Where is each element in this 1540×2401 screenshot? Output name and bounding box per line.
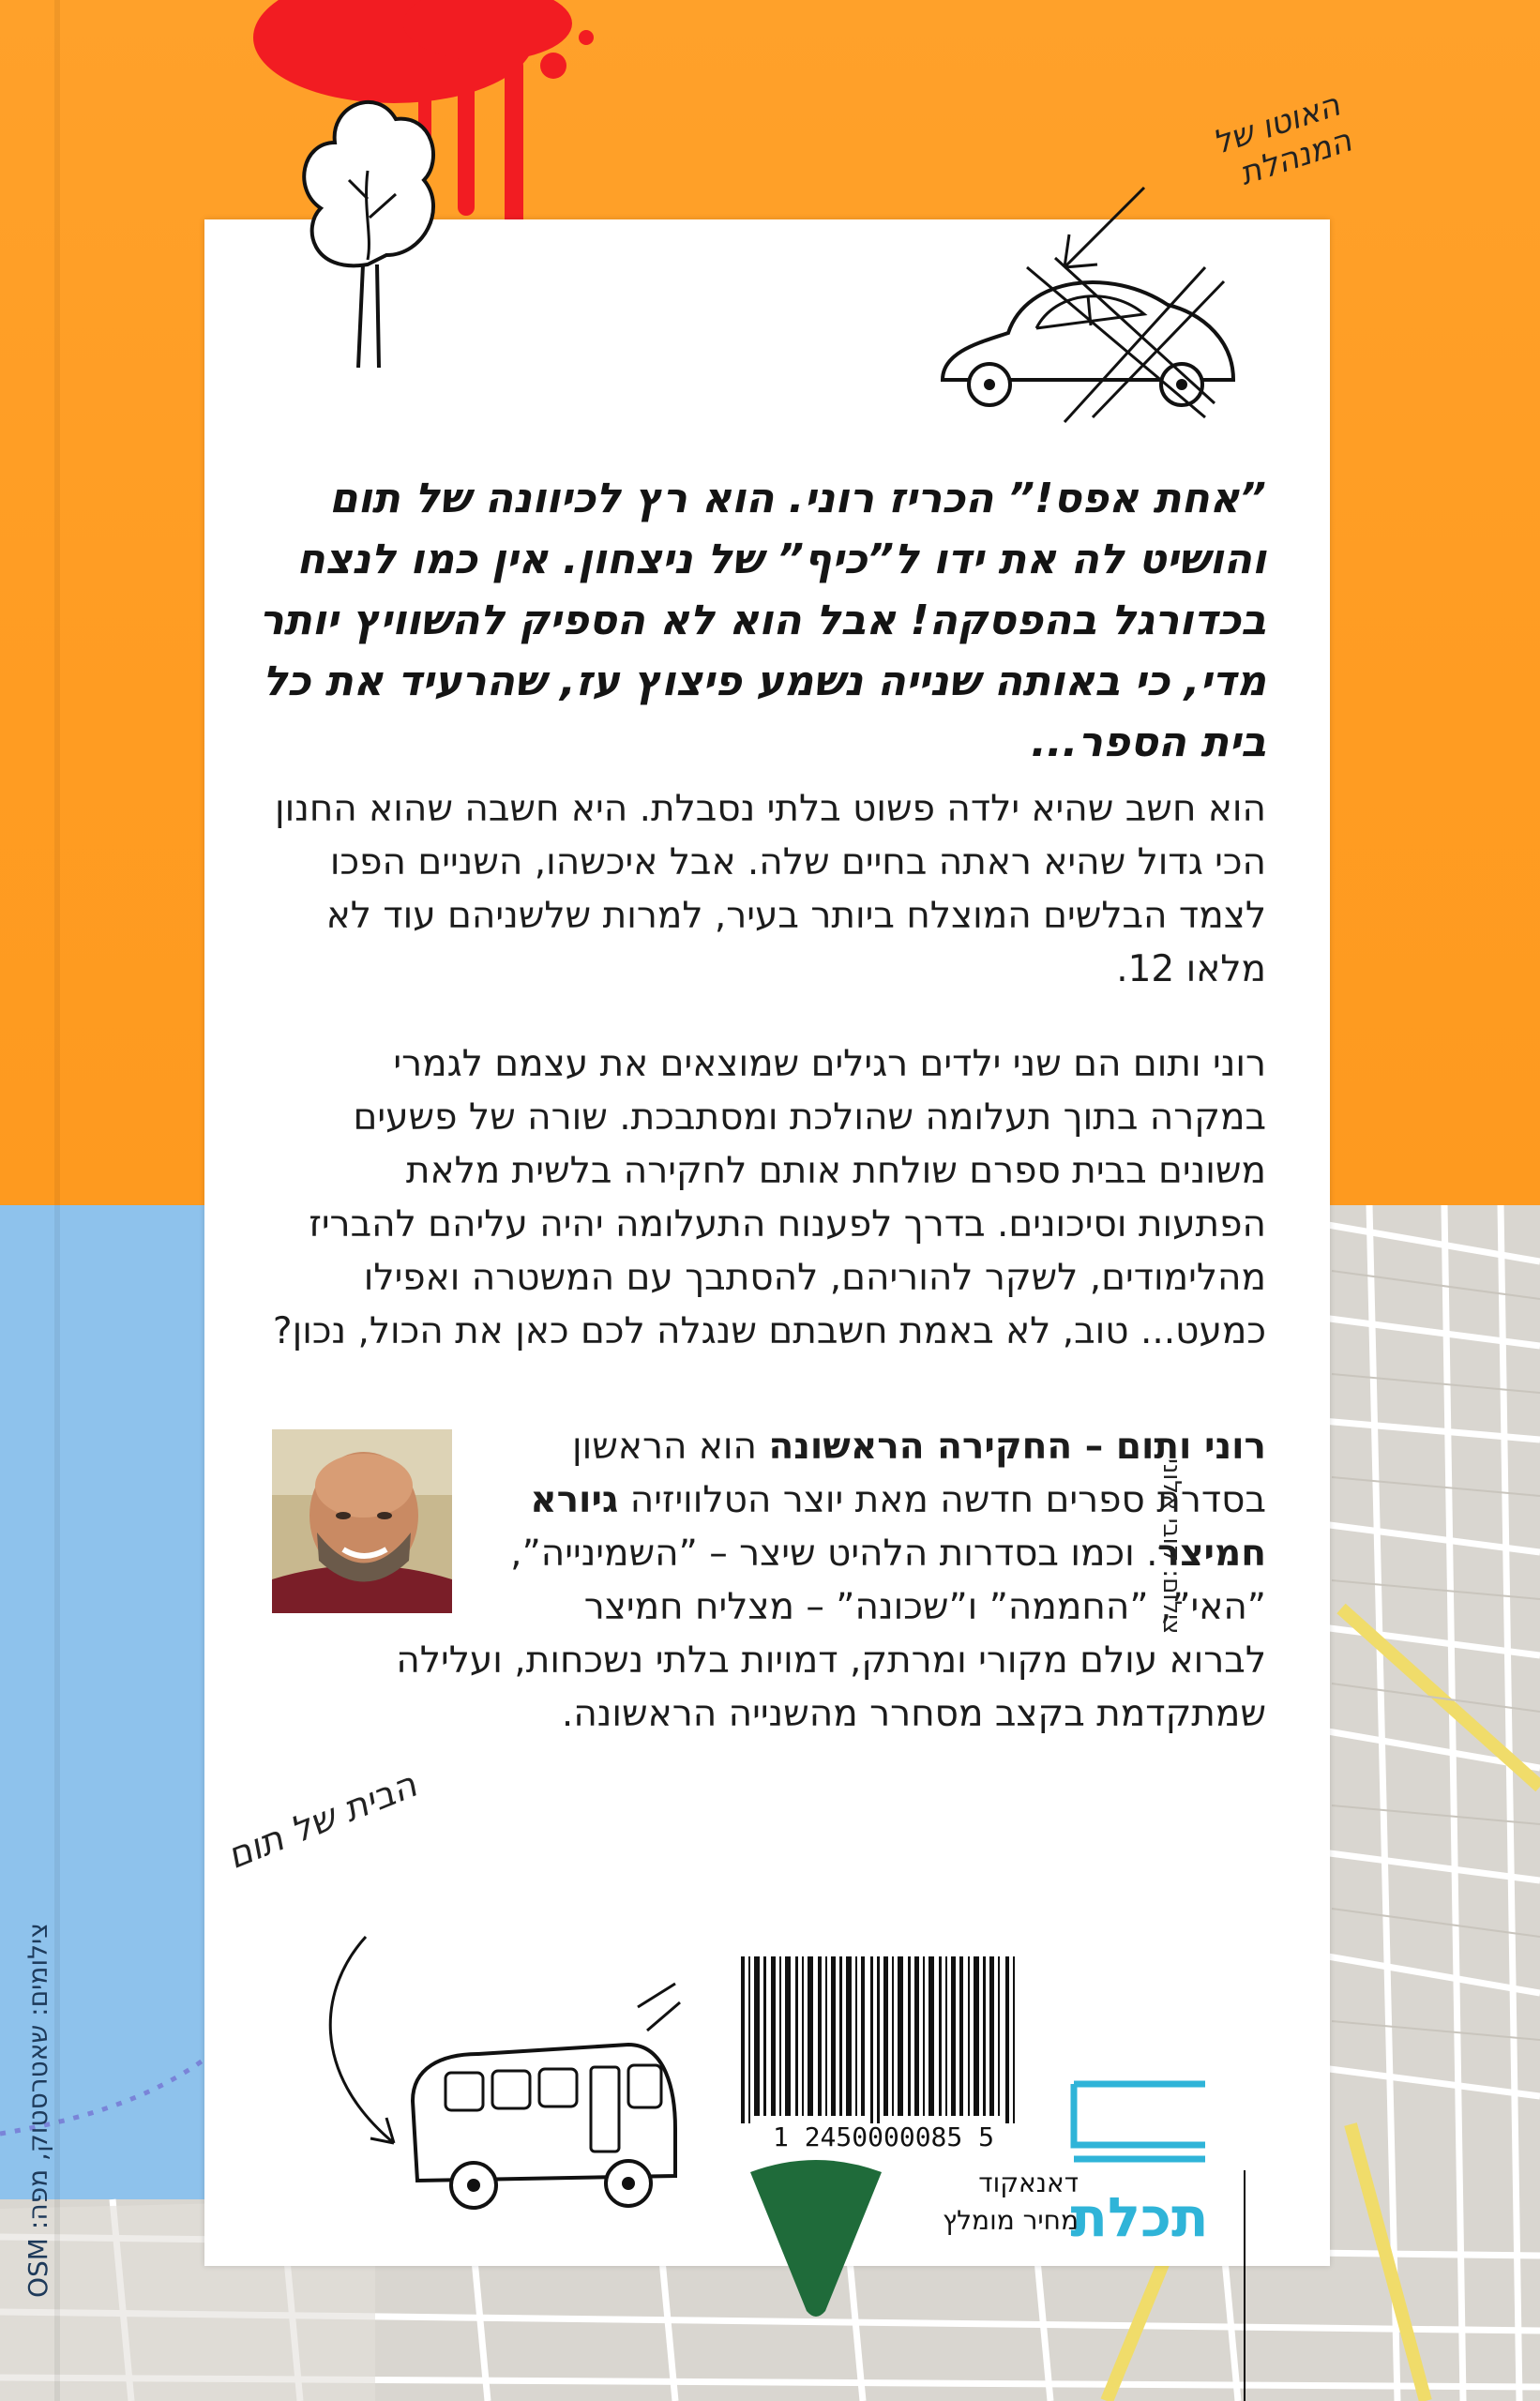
- price-label-line-2: מחיר מומלץ: [943, 2205, 1079, 2236]
- bus-handwritten-note: הבית של תום: [220, 1763, 423, 1878]
- barcode-number: 1 2450000085 5: [772, 2122, 994, 2152]
- teaser-text: ”אחת אפס!” הכריז רוני. הוא רץ לכיוונה של תום והושיט לה את ידו ל”כיף” של ניצחון. אין כמו לנצח בכדורגל בהפסקה! אבל הוא לא הספיק להשוויץ יותר מדי, כי באותה שנייה נשמע פיצוץ עז, שהרעיד את כל בית הספר...: [259, 475, 1266, 766]
- publisher-logo-icon: [1060, 2056, 1219, 2206]
- description-paragraph-1: הוא חשב שהיא ילדה פשוט בלתי נסבלת. היא חשבה שהוא החנון הכי גדול שהיא ראתה בחיים שלה. אבל איכשהו, השניים הפכו לצמד הבלשים המוצלח ביותר בעיר, למרות שלשניהם עוד לא מלאו 12.: [274, 788, 1266, 990]
- bus-doodle-icon: [394, 1979, 694, 2251]
- author-portrait-graphic: [272, 1429, 452, 1613]
- barcode-graphic: [733, 1951, 1034, 2129]
- price-label: [863, 2165, 1079, 2240]
- publisher-name: תכלת: [1070, 2185, 1209, 2249]
- book-title: רוני ותום – החקירה הראשונה: [768, 1426, 1266, 1468]
- barcode-divider: [1244, 2170, 1246, 2401]
- author-name: גיורא חמיצר: [530, 1479, 1266, 1575]
- price-sticker: [741, 2153, 891, 2318]
- description-paragraph-2: רוני ותום הם שני ילדים רגילים שמוצאים את עצמם לגמרי במקרה בתוך תעלומה שהולכת ומסתבכת. שורה של פשעים משונים בבית ספרם שולחת אותם לחקירה בלשית מלאת הפתעות וסיכונים. בדרך לפענוח התעלומה יהיה עליהם להבריז מהלימודים, לשקר להוריהם, להסתבך עם המשטרה ואפילו כמעט... טוב, לא באמת חשבתם שנגלה לכם כאן את הכול, נכון?: [272, 1043, 1266, 1352]
- car-note-arrow-icon: [1050, 178, 1154, 281]
- author-text-a: הוא הראשון בסדרת ספרים חדשה מאת יוצר הטלוויזיה: [572, 1426, 1266, 1521]
- bus-note-arrow-icon: [300, 1932, 422, 2176]
- image-credits: צילומים: שאטרסטוק, מפה: OSM: [23, 1923, 53, 2298]
- author-text-b: . וכמו בסדרות הלהיט שיצר – ”השמינייה”, ”האי”, ”החממה” ו”שכונה” – מצליח חמיצר לברוא עולם מקורי ומרתק, דמויות בלתי נשכחות, ועלילה שמתקדמת בקצב מסחרר מהשנייה הראשונה.: [396, 1533, 1266, 1735]
- author-photo: [272, 1429, 452, 1613]
- spine-fold: [54, 0, 60, 2401]
- price-label-line-1: דאנאקוד: [978, 2167, 1079, 2198]
- car-handwritten-note: האוטו של המנהלת: [1208, 85, 1356, 193]
- author-section: [272, 1420, 1266, 1741]
- tree-doodle-icon: [293, 86, 443, 368]
- photo-credit: צילום: קובי אלוני: [1157, 1458, 1185, 1635]
